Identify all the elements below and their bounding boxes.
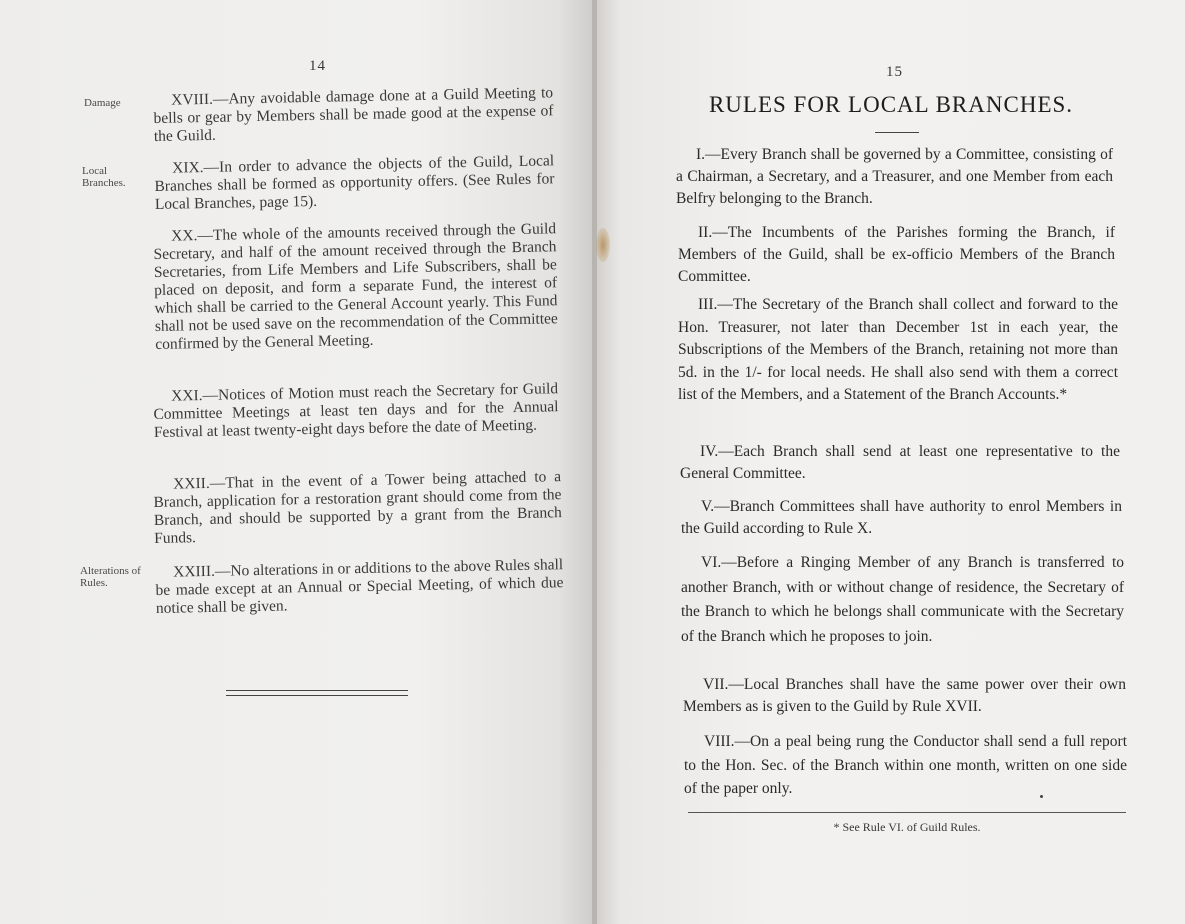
branch-rule-ii: II.—The Incumbents of the Parishes forming the Branch, if Members of the Guild, shall be ex-officio Members of the Branch Committee. (678, 224, 1115, 285)
footnote-rule (688, 812, 1126, 813)
branch-rule-iv: IV.—Each Branch shall send at least one representative to the General Committee. (680, 443, 1120, 482)
margin-note-damage: Damage (84, 97, 121, 109)
margin-note-alterations: Alterations of Rules. (80, 565, 141, 589)
rule-xx: XX.—The whole of the amounts received through the Guild Secretary, and half of the amount received through the Branch Secretaries, from Life Members and Life Subscribers, shall be placed on deposit, and form a separate Fund, the interest of which shall be carried to the General Account yearly. This Fund shall not be used save on the recommendation of the Committee confirmed by the General Meeting. (153, 220, 558, 353)
margin-note-local-branches: Local Branches. (82, 165, 126, 189)
paper-stain (596, 228, 610, 262)
branch-rule-i: I.—Every Branch shall be governed by a Committee, consisting of a Chairman, a Secretary, and a Treasurer, and one Member from each Belfry belonging to the Branch. (676, 146, 1113, 207)
branch-rule-v: V.—Branch Committees shall have authority to enrol Members in the Guild according to Rule X. (681, 498, 1122, 537)
page-heading: RULES FOR LOCAL BRANCHES. (708, 92, 1074, 117)
heading-rule (875, 132, 919, 133)
rule-xix: XIX.—In order to advance the objects of the Guild, Local Branches shall be formed as opportunity offers. (See Rules for Local Branches, page 15). (154, 152, 555, 213)
end-double-rule (226, 690, 408, 696)
ink-speck (1040, 795, 1043, 798)
branch-rule-iii: III.—The Secretary of the Branch shall collect and forward to the Hon. Treasurer, not later than December 1st in each year, the Subscriptions of the Members of the Branch, retaining not more than 5d. in the 1/- for local needs. He shall also send with them a correct list of the Members, and a Statement of the Branch Accounts.* (678, 296, 1118, 404)
page-number: 15 (886, 64, 903, 80)
page-number: 14 (309, 58, 326, 74)
rule-xxi: XXI.—Notices of Motion must reach the Secretary for Guild Committee Meetings at least ten days and for the Annual Festival at least twenty-eight days before the date of Meeting. (153, 380, 559, 441)
footnote: * See Rule VI. of Guild Rules. (833, 820, 981, 834)
branch-rule-viii: VIII.—On a peal being rung the Conductor shall send a full report to the Hon. Sec. of the Branch within one month, written on one side of the paper only. (684, 733, 1127, 797)
rule-xxiii: XXIII.—No alterations in or additions to the above Rules shall be made except at an Annual or Special Meeting, of which due notice shall be given. (155, 556, 564, 617)
branch-rule-vi: VI.—Before a Ringing Member of any Branch is transferred to another Branch, with or without change of residence, the Secretary of the Branch to which he belongs shall communicate with the Secretary of the Branch which he proposes to join. (681, 554, 1124, 645)
rule-xxii: XXII.—That in the event of a Tower being attached to a Branch, application for a restoration grant should come from the Branch, and should be supported by a grant from the Branch Funds. (153, 468, 562, 547)
branch-rule-vii: VII.—Local Branches shall have the same power over their own Members as is given to the Guild by Rule XVII. (683, 676, 1126, 715)
rule-xviii: XVIII.—Any avoidable damage done at a Guild Meeting to bells or gear by Members shall be made good at the expense of the Guild. (153, 84, 554, 145)
